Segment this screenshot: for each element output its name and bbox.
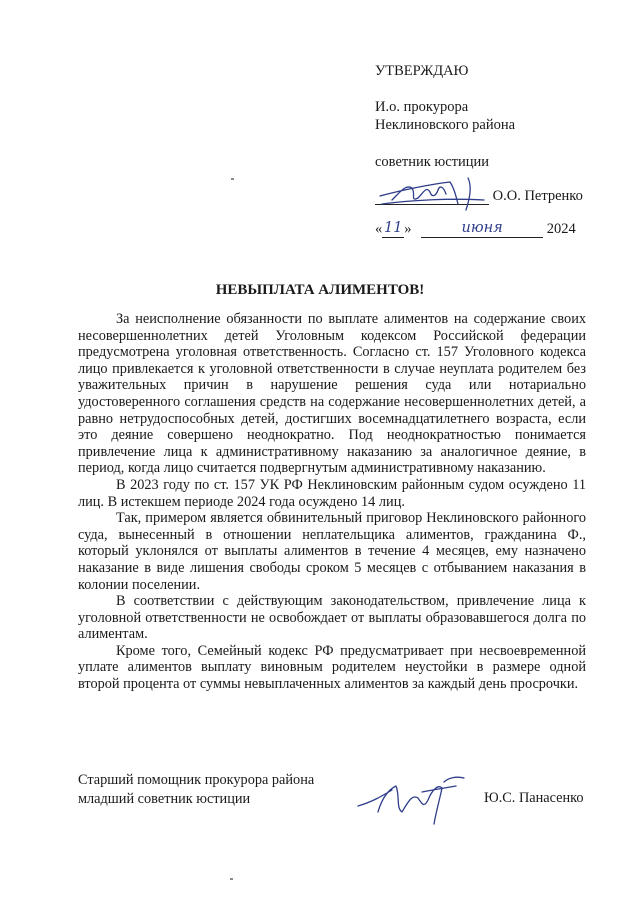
approval-signer: О.О. Петренко: [492, 188, 583, 204]
scan-dot: [231, 178, 234, 180]
footer-position: [78, 771, 314, 809]
paragraph-2: В 2023 году по ст. 157 УК РФ Неклиновским районным судом осуждено 11 лиц. В истекшем периоде 2024 года осуждено 14 лиц.: [78, 476, 586, 510]
scan-dot: [230, 878, 233, 880]
approval-rank: советник юстиции: [375, 154, 490, 170]
document-body: [78, 311, 586, 693]
paragraph-5: Кроме того, Семейный кодекс РФ предусматривает при несвоевременной уплате алиментов выплату виновным родителем неустойки в размере одной второй процента от суммы невыплаченных алиментов за каждый день просрочки.: [78, 642, 586, 693]
paragraph-1: За неисполнение обязанности по выплате алиментов на содержание своих несовершеннолетних детей Уголовным кодексом Российской федерации предусмотрена уголовная ответственность. Согласно ст. 157 Уголовного кодекса лицо привлекается к уголовной ответственности в случае неуплата родителем без уважительных причин в нарушение решения суда или нотариально удостоверенного соглашения средств на содержание несовершеннолетних детей, а равно нетрудоспособных детей, достигших восемнадцатилетнего возраста, если это деяние совершено неоднократно. Под неоднократностью понимается привлечение лица к административному наказанию за аналогичное деяние, в период, когда лицо считается подвергнутым административному наказанию.: [78, 311, 586, 477]
footer-signature-icon: [352, 772, 472, 832]
approval-heading: УТВЕРЖДАЮ: [375, 63, 469, 79]
approval-signature-icon: [372, 170, 492, 214]
footer-position-line1: Старший помощник прокурора района: [78, 772, 315, 788]
date-month: июня: [421, 219, 543, 238]
paragraph-3: Так, примером является обвинительный приговор Неклиновского районного суда, вынесенный в отношении неплательщика алиментов, гражданина Ф., который уклонялся от выплаты алиментов в течение 4 месяцев, ему назначено наказание в виде лишения свободы сроком 5 месяцев с отбыванием наказания в колонии поселении.: [78, 510, 586, 593]
date-day: 11: [384, 220, 403, 236]
date-quote-close: »: [404, 221, 412, 237]
date-quote-open: «: [375, 221, 383, 237]
approval-date: [375, 219, 583, 238]
approval-position-line1: И.о. прокурора: [375, 99, 469, 115]
footer-signer: Ю.С. Панасенко: [484, 790, 584, 806]
footer-position-line2: младший советник юстиции: [78, 791, 251, 807]
date-year: 2024: [546, 221, 576, 237]
document-title: НЕВЫПЛАТА АЛИМЕНТОВ!: [215, 282, 425, 298]
paragraph-4: В соответствии с действующим законодательством, привлечение лица к уголовной ответственности не освобождает от выплаты образовавшегося долга по алиментам.: [78, 593, 586, 643]
approval-position-line2: Неклиновского района: [375, 117, 516, 133]
